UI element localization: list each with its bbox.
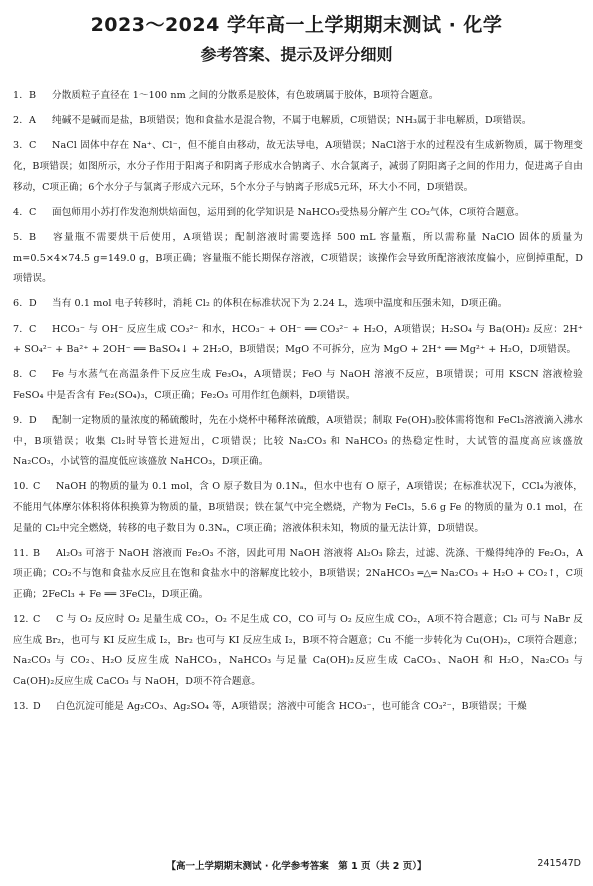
answer-item — [13, 320, 583, 361]
item-answer: C — [33, 614, 41, 626]
answer-item — [13, 203, 583, 224]
answer-item — [13, 477, 583, 539]
item-answer: D — [29, 298, 37, 310]
page-footer — [0, 858, 593, 878]
answer-item — [13, 86, 583, 107]
item-explanation: C 与 O₂ 反应时 O₂ 足量生成 CO₂，O₂ 不足生成 CO，CO 可与 O₂ 反应生成 CO₂，A项不符合题意；Cl₂ 可与 NaBr 反应生成 Br₂，也可与 KI 反应生成 I₂，Br₂ 也可与 KI 反应生成 I₂，B项不符合题意；Cu 不能一步转化为 Cu(OH)₂，C项符合题意；Na₂CO₃ 与 CO₂、H₂O 反应生成 NaHCO₃，NaHCO₃ 与足量 Ca(OH)₂反应生成 CaCO₃、NaOH 和 H₂O，Na₂CO₃ 与 Ca(OH)₂反应生成 CaCO₃ 与 NaOH，D项不符合题意。 — [13, 614, 583, 687]
answer-item — [13, 111, 583, 132]
item-number: 3. — [13, 140, 23, 152]
item-explanation: 容量瓶不需要烘干后使用，A项错误；配制溶液时需要选择 500 mL 容量瓶，所以需称量 NaClO 固体的质量为 m=0.5×4×74.5 g=149.0 g，B项正确；容量瓶不能长期保存溶液，C项错误；该操作会导致所配溶液浓度偏小，应倒掉重配，D项错误。 — [13, 231, 583, 285]
item-answer: C — [29, 369, 37, 381]
item-explanation: Fe 与水蒸气在高温条件下反应生成 Fe₃O₄，A项错误；FeO 与 NaOH 溶液不反应，B项错误；可用 KSCN 溶液检验 FeSO₄ 中是否含有 Fe₂(SO₄)₃，C项正确；Fe₂O₃ 可用作红色颜料，D项错误。 — [13, 369, 583, 401]
answer-list — [13, 86, 583, 722]
item-number: 12. — [13, 614, 29, 626]
answer-item — [13, 697, 583, 718]
item-number: 7. — [13, 323, 23, 335]
item-explanation: NaOH 的物质的量为 0.1 mol，含 O 原子数目为 0.1Nₐ，但水中也有 O 原子，A项错误；在标准状况下，CCl₄为液体，不能用气体摩尔体积将体积换算为物质的量，B项错误；铁在氯气中完全燃烧，产物为 FeCl₃，5.6 g Fe 的物质的量为 0.1 mol，在足量的 Cl₂中完全燃烧，转移的电子数目为 0.3Nₐ，C项正确；溶液体积未知，物质的量无法计算，D项错误。 — [13, 481, 583, 534]
item-explanation: 当有 0.1 mol 电子转移时，消耗 Cl₂ 的体积在标准状况下为 2.24 L，选项中温度和压强未知，D项正确。 — [52, 298, 508, 310]
answer-item — [13, 365, 583, 406]
item-answer: A — [29, 115, 37, 127]
item-number: 4. — [13, 206, 23, 218]
item-answer: C — [29, 323, 37, 335]
answer-item — [13, 411, 583, 473]
item-number: 11. — [13, 547, 29, 559]
page-title: 2023～2024 学年高一上学期期末测试 · 化学 — [90, 14, 503, 36]
item-number: 9. — [13, 415, 23, 427]
item-answer: C — [33, 481, 41, 493]
answer-item — [13, 136, 583, 198]
item-answer: C — [29, 140, 37, 152]
item-answer: B — [29, 90, 37, 101]
item-explanation: 白色沉淀可能是 Ag₂CO₃、Ag₂SO₄ 等，A项错误；溶液中可能含 HCO₃⁻，也可能含 CO₃²⁻，B项错误；干燥 — [56, 701, 527, 713]
item-explanation: 纯碱不是碱而是盐，B项错误；饱和食盐水是混合物，不属于电解质，C项错误；NH₃属于非电解质，D项错误。 — [52, 115, 532, 127]
item-number: 5. — [13, 231, 23, 243]
item-explanation: 面包师用小苏打作发泡剂烘焙面包，运用到的化学知识是 NaHCO₃受热易分解产生 CO₂气体，C项符合题意。 — [52, 206, 525, 218]
item-answer: B — [33, 547, 41, 559]
answer-item — [13, 544, 583, 606]
item-explanation: 分散质粒子直径在 1～100 nm 之间的分散系是胶体，有色玻璃属于胶体，B项符合题意。 — [52, 90, 439, 101]
item-number: 13. — [13, 701, 29, 713]
item-number: 8. — [13, 369, 23, 381]
item-explanation: HCO₃⁻ 与 OH⁻ 反应生成 CO₃²⁻ 和水，HCO₃⁻ + OH⁻ ══ CO₃²⁻ + H₂O，A项错误；H₂SO₄ 与 Ba(OH)₂ 反应：2H⁺ + SO₄²⁻ + Ba²⁺ + 2OH⁻ ══ BaSO₄↓ + 2H₂O，B项错误；MgO 不可拆分，应为 MgO + 2H⁺ ══ Mg²⁺ + H₂O，D项错误。 — [13, 323, 583, 356]
page-subtitle: 参考答案、提示及评分细则 — [200, 45, 393, 64]
footer-page-label: 【高一上学期期末测试 · 化学参考答案 第 1 页（共 2 页）】 — [166, 861, 427, 872]
item-explanation: NaCl 固体中存在 Na⁺、Cl⁻，但不能自由移动，故无法导电，A项错误；NaCl溶于水的过程没有生成新物质，属于物理变化，B项错误；如图所示，水分子作用于阳离子和阴离子形成水合钠离子、水合氯离子，减弱了阴阳离子之间的作用力，促进离子自由移动，C项正确；6个水分子与氯离子形成六元环，5个水分子与钠离子形成5元环，环大小不同，D项错误。 — [13, 140, 583, 193]
item-answer: D — [33, 701, 41, 713]
item-number: 10. — [13, 481, 29, 493]
item-number: 2. — [13, 115, 23, 127]
answer-item — [13, 610, 583, 692]
answer-item — [13, 228, 583, 290]
item-explanation: Al₂O₃ 可溶于 NaOH 溶液而 Fe₂O₃ 不溶，因此可用 NaOH 溶液将 Al₂O₃ 除去，过滤、洗涤、干燥得纯净的 Fe₂O₃，A项正确；CO₂不与饱和食盐水反应且在饱和食盐水中的溶解度比较小，B项错误；2NaHCO₃ ═△═ Na₂CO₃ + H₂O + CO₂↑，C项正确；2FeCl₃ + Fe ══ 3FeCl₂，D项正确。 — [13, 547, 583, 600]
item-number: 6. — [13, 298, 23, 310]
item-answer: C — [29, 206, 37, 218]
footer-doc-code: 241547D — [537, 858, 581, 869]
item-number: 1. — [13, 90, 23, 101]
item-answer: D — [29, 415, 37, 427]
item-answer: B — [29, 231, 37, 243]
answer-item — [13, 294, 583, 315]
item-explanation: 配制一定物质的量浓度的稀硫酸时，先在小烧杯中稀释浓硫酸，A项错误；制取 Fe(OH)₃胶体需将饱和 FeCl₃溶液滴入沸水中，B项错误；收集 Cl₂时导管长进短出，C项错误；比较 Na₂CO₃ 和 NaHCO₃ 的热稳定性时，大试管的温度高应该盛放 Na₂CO₃，小试管的温度低应该盛放 NaHCO₃，D项正确。 — [13, 415, 583, 468]
